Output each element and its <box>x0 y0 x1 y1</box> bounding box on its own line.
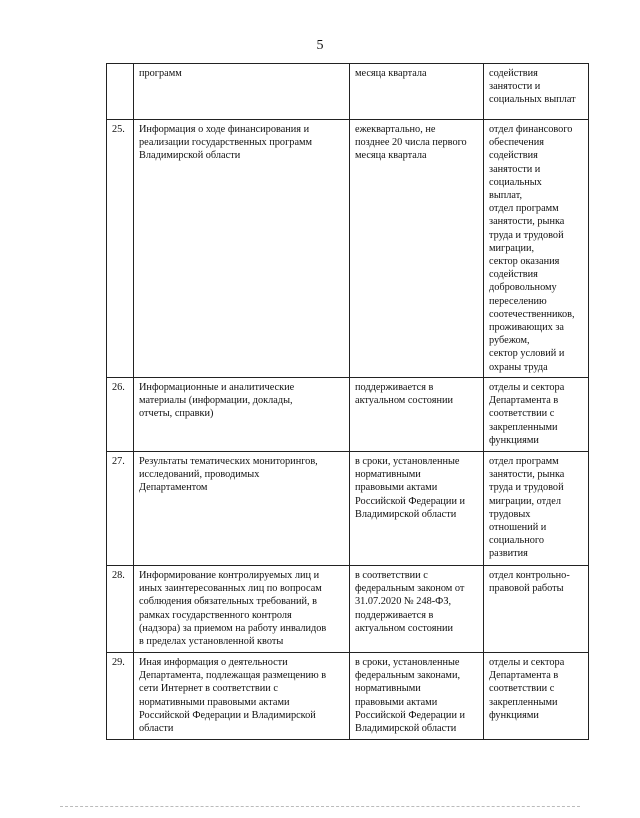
row-number: 25. <box>107 120 134 378</box>
row-number: 29. <box>107 653 134 740</box>
update-term-cell: месяца квартала <box>350 64 484 120</box>
scan-artifact-line <box>60 806 580 807</box>
information-table <box>106 63 589 740</box>
table-row <box>107 378 589 452</box>
responsible-unit-cell: отдел программ занятости, рынка труда и трудовой миграции, отдел трудовых отношений и социального развития <box>484 452 589 566</box>
table-row <box>107 653 589 740</box>
responsible-unit-cell: отделы и сектора Департамента в соответствии с закрепленными функциями <box>484 378 589 452</box>
row-number <box>107 64 134 120</box>
responsible-unit-cell: отдел контрольно- правовой работы <box>484 566 589 653</box>
page-number: 5 <box>316 38 324 53</box>
table-row <box>107 452 589 566</box>
table-row <box>107 120 589 378</box>
info-type-cell: Информирование контролируемых лиц и иных заинтересованных лиц по вопросам соблюдения обязательных требований, в рамках государственного контроля (надзора) за приемом на работу инвалидов в пределах установленной квоты <box>134 566 350 653</box>
row-number: 27. <box>107 452 134 566</box>
info-type-cell: Информационные и аналитические материалы (информации, доклады, отчеты, справки) <box>134 378 350 452</box>
responsible-unit-cell: отдел финансового обеспечения содействия занятости и социальных выплат, отдел программ занятости, рынка труда и трудовой миграции, сектор оказания содействия добровольному переселению соотечественников, проживающих за рубежом, сектор условий и охраны труда <box>484 120 589 378</box>
row-number: 26. <box>107 378 134 452</box>
info-type-cell: Результаты тематических мониторингов, исследований, проводимых Департаментом <box>134 452 350 566</box>
info-type-cell: программ <box>134 64 350 120</box>
row-number: 28. <box>107 566 134 653</box>
update-term-cell: в сроки, установленные нормативными правовыми актами Российской Федерации и Владимирской области <box>350 452 484 566</box>
responsible-unit-cell: отделы и сектора Департамента в соответствии с закрепленными функциями <box>484 653 589 740</box>
info-type-cell: Информация о ходе финансирования и реализации государственных программ Владимирской области <box>134 120 350 378</box>
update-term-cell: поддерживается в актуальном состоянии <box>350 378 484 452</box>
table-row <box>107 566 589 653</box>
update-term-cell: в соответствии с федеральным законом от 31.07.2020 № 248-ФЗ, поддерживается в актуальном состоянии <box>350 566 484 653</box>
update-term-cell: ежеквартально, не позднее 20 числа первого месяца квартала <box>350 120 484 378</box>
responsible-unit-cell: содействия занятости и социальных выплат <box>484 64 589 120</box>
table-row <box>107 64 589 120</box>
update-term-cell: в сроки, установленные федеральным законами, нормативными правовыми актами Российской Федерации и Владимирской области <box>350 653 484 740</box>
info-type-cell: Иная информация о деятельности Департамента, подлежащая размещению в сети Интернет в соответствии с нормативными правовыми актами Российской Федерации и Владимирской области <box>134 653 350 740</box>
